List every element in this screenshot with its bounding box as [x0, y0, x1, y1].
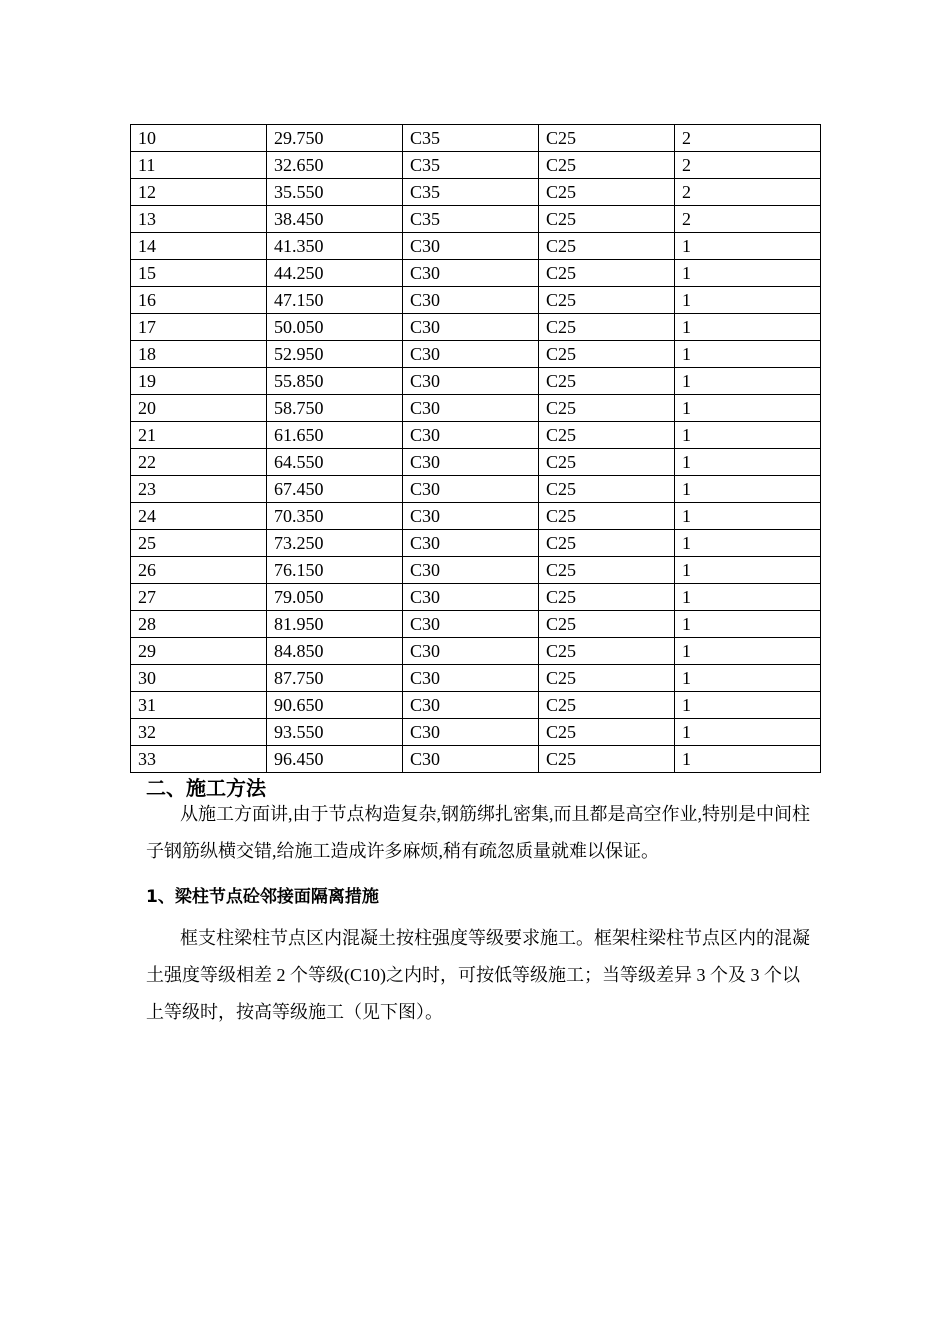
table-cell: 13 [131, 206, 267, 233]
table-cell: 1 [675, 233, 821, 260]
table-row [131, 476, 821, 503]
table-cell: C25 [539, 692, 675, 719]
table-cell: 84.850 [267, 638, 403, 665]
table-cell: 32 [131, 719, 267, 746]
table-cell: C30 [403, 422, 539, 449]
table-cell: 50.050 [267, 314, 403, 341]
table-cell: C25 [539, 152, 675, 179]
table-cell: 1 [675, 665, 821, 692]
table-cell: C25 [539, 449, 675, 476]
table-cell: C25 [539, 746, 675, 773]
table-cell: 52.950 [267, 341, 403, 368]
table-cell: 23 [131, 476, 267, 503]
table-cell: C25 [539, 530, 675, 557]
table-cell: C30 [403, 638, 539, 665]
table-cell: C30 [403, 584, 539, 611]
body-text: 框支柱梁柱节点区内混凝土按柱强度等级要求施工。框架柱梁柱节点区内的混凝土强度等级相差 2 个等级(C10)之内时，可按低等级施工；当等级差异 3 个及 3 个以上等级时，按高等级施工（见下图）。 [146, 928, 810, 1022]
table-cell: C30 [403, 557, 539, 584]
table-cell: 1 [675, 746, 821, 773]
table-cell: 70.350 [267, 503, 403, 530]
table-cell: 2 [675, 179, 821, 206]
table-cell: C30 [403, 449, 539, 476]
table-cell: 76.150 [267, 557, 403, 584]
table-cell: 18 [131, 341, 267, 368]
table-cell: 10 [131, 125, 267, 152]
table-cell: 27 [131, 584, 267, 611]
table-cell: 55.850 [267, 368, 403, 395]
table-cell: 2 [675, 152, 821, 179]
table-cell: C35 [403, 152, 539, 179]
table-cell: 25 [131, 530, 267, 557]
table-cell: 1 [675, 476, 821, 503]
table-row [131, 449, 821, 476]
table-cell: 1 [675, 260, 821, 287]
table-cell: C30 [403, 395, 539, 422]
table-row [131, 341, 821, 368]
table-cell: 1 [675, 503, 821, 530]
table-cell: 12 [131, 179, 267, 206]
table-cell: C35 [403, 206, 539, 233]
table-cell: C25 [539, 233, 675, 260]
table-cell: 79.050 [267, 584, 403, 611]
table-cell: 35.550 [267, 179, 403, 206]
table-cell: C25 [539, 719, 675, 746]
table-row [131, 233, 821, 260]
table-cell: 29.750 [267, 125, 403, 152]
table-row [131, 260, 821, 287]
table-cell: 1 [675, 341, 821, 368]
table-cell: 93.550 [267, 719, 403, 746]
table-cell: 11 [131, 152, 267, 179]
table-cell: 1 [675, 611, 821, 638]
table-cell: 20 [131, 395, 267, 422]
table-cell: 1 [675, 314, 821, 341]
table-cell: 1 [675, 449, 821, 476]
table-cell: C35 [403, 125, 539, 152]
table-cell: 61.650 [267, 422, 403, 449]
table-cell: 81.950 [267, 611, 403, 638]
table-cell: C30 [403, 503, 539, 530]
table-row [131, 530, 821, 557]
table-cell: C25 [539, 503, 675, 530]
table-cell: 1 [675, 584, 821, 611]
table-cell: C35 [403, 179, 539, 206]
table-cell: C30 [403, 530, 539, 557]
table-cell: C25 [539, 125, 675, 152]
table-cell: C25 [539, 476, 675, 503]
table-cell: 19 [131, 368, 267, 395]
table-cell: 16 [131, 287, 267, 314]
table-cell: C30 [403, 287, 539, 314]
table-cell: C30 [403, 476, 539, 503]
table-cell: C30 [403, 611, 539, 638]
table-row [131, 422, 821, 449]
table-cell: 30 [131, 665, 267, 692]
table-cell: 2 [675, 206, 821, 233]
table-cell: C30 [403, 368, 539, 395]
table-cell: C30 [403, 233, 539, 260]
table-cell: 67.450 [267, 476, 403, 503]
table-cell: 1 [675, 287, 821, 314]
table-cell: 96.450 [267, 746, 403, 773]
table-cell: 24 [131, 503, 267, 530]
table-cell: 15 [131, 260, 267, 287]
table-cell: C25 [539, 557, 675, 584]
table-row [131, 503, 821, 530]
table-cell: C25 [539, 422, 675, 449]
table-cell: 33 [131, 746, 267, 773]
table-cell: C25 [539, 314, 675, 341]
table-cell: 1 [675, 692, 821, 719]
body-paragraph [146, 920, 810, 1031]
concrete-grade-table [130, 124, 821, 773]
table-cell: 1 [675, 422, 821, 449]
table-cell: 17 [131, 314, 267, 341]
table-cell: 2 [675, 125, 821, 152]
table-cell: 28 [131, 611, 267, 638]
table-cell: C30 [403, 260, 539, 287]
table-row [131, 611, 821, 638]
table-row [131, 665, 821, 692]
table-cell: 1 [675, 719, 821, 746]
table-cell: C25 [539, 584, 675, 611]
table-cell: 41.350 [267, 233, 403, 260]
table-cell: C30 [403, 692, 539, 719]
table-row [131, 179, 821, 206]
section-heading: 二、施工方法 [146, 776, 266, 800]
table-row [131, 152, 821, 179]
table-cell: 73.250 [267, 530, 403, 557]
table-cell: 1 [675, 368, 821, 395]
table-cell: C25 [539, 206, 675, 233]
table-cell: C30 [403, 314, 539, 341]
table-row [131, 557, 821, 584]
intro-paragraph [146, 796, 810, 870]
table-cell: C25 [539, 395, 675, 422]
table-cell: C25 [539, 611, 675, 638]
table-cell: C25 [539, 287, 675, 314]
table-cell: 1 [675, 638, 821, 665]
table-cell: 90.650 [267, 692, 403, 719]
table-cell: 87.750 [267, 665, 403, 692]
table-cell: C30 [403, 746, 539, 773]
table-row [131, 395, 821, 422]
table-row [131, 368, 821, 395]
table-cell: 47.150 [267, 287, 403, 314]
table-row [131, 746, 821, 773]
table-cell: 26 [131, 557, 267, 584]
table-cell: 38.450 [267, 206, 403, 233]
table-cell: C25 [539, 368, 675, 395]
table-cell: 21 [131, 422, 267, 449]
table-cell: C25 [539, 341, 675, 368]
table-row [131, 125, 821, 152]
table-cell: C25 [539, 638, 675, 665]
table-cell: C30 [403, 341, 539, 368]
table-cell: 22 [131, 449, 267, 476]
table-row [131, 692, 821, 719]
table-cell: C30 [403, 719, 539, 746]
table-cell: C25 [539, 179, 675, 206]
table-row [131, 584, 821, 611]
table-cell: 64.550 [267, 449, 403, 476]
table-cell: 1 [675, 395, 821, 422]
table-cell: C25 [539, 665, 675, 692]
table-cell: 1 [675, 557, 821, 584]
table-cell: 32.650 [267, 152, 403, 179]
table-row [131, 638, 821, 665]
table-cell: 31 [131, 692, 267, 719]
table-row [131, 314, 821, 341]
table-body [131, 125, 821, 773]
intro-text: 从施工方面讲,由于节点构造复杂,钢筋绑扎密集,而且都是高空作业,特别是中间柱子钢筋纵横交错,给施工造成许多麻烦,稍有疏忽质量就难以保证。 [146, 804, 810, 861]
table-cell: 14 [131, 233, 267, 260]
table-row [131, 206, 821, 233]
subsection-heading: 1、梁柱节点砼邻接面隔离措施 [146, 887, 379, 907]
table-row [131, 719, 821, 746]
table-cell: C30 [403, 665, 539, 692]
table-cell: 29 [131, 638, 267, 665]
table-cell: 44.250 [267, 260, 403, 287]
table-row [131, 287, 821, 314]
table-cell: 58.750 [267, 395, 403, 422]
table-cell: C25 [539, 260, 675, 287]
table-cell: 1 [675, 530, 821, 557]
